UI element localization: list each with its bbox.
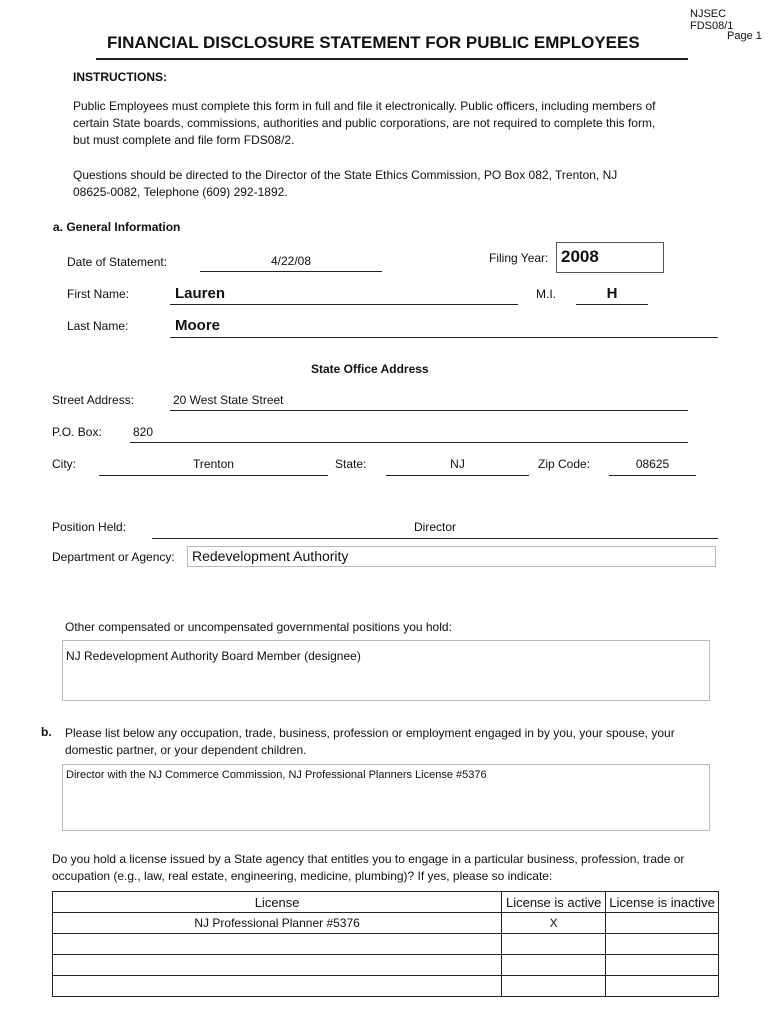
instructions-text (73, 98, 655, 149)
street-underline (170, 410, 688, 411)
po-box-underline (130, 442, 688, 443)
license-inactive-cell[interactable] (606, 955, 719, 976)
department-agency-field[interactable]: Redevelopment Authority (187, 546, 716, 567)
license-active-cell[interactable]: X (502, 913, 606, 934)
license-question-line: Do you hold a license issued by a State agency that entitles you to engage in a particular business, profession, trade or (52, 852, 685, 866)
license-inactive-cell[interactable] (606, 913, 719, 934)
license-name-cell[interactable] (53, 955, 502, 976)
title-rule (96, 58, 688, 60)
position-underline (152, 538, 718, 539)
table-row (53, 976, 719, 997)
table-row (53, 934, 719, 955)
section-b-line: Please list below any occupation, trade, business, profession or employment engaged in by you, your spouse, your (65, 726, 675, 740)
date-underline (200, 271, 382, 272)
license-column-header: License (53, 892, 502, 913)
dept-label: Department or Agency: (52, 550, 175, 564)
inactive-column-header: License is inactive (606, 892, 719, 913)
table-row (53, 955, 719, 976)
table-row (53, 913, 719, 934)
license-name-cell[interactable] (53, 934, 502, 955)
filing-year-label: Filing Year: (489, 251, 549, 265)
state-field[interactable]: NJ (450, 457, 465, 471)
instructions-line: Public Employees must complete this form in full and file it electronically. Public officers, including members of (73, 99, 656, 113)
license-question (52, 851, 684, 885)
state-label: State: (335, 457, 367, 471)
last-name-field[interactable]: Moore (175, 317, 220, 334)
instructions-heading: INSTRUCTIONS: (73, 70, 167, 84)
license-question-line: occupation (e.g., law, real estate, engineering, medicine, plumbing)? If yes, please so indicate: (52, 869, 553, 883)
license-inactive-cell[interactable] (606, 934, 719, 955)
form-code: NJSEC FDS08/1 (690, 8, 734, 32)
first-name-field[interactable]: Lauren (175, 285, 226, 302)
zip-code-field[interactable]: 08625 (635, 457, 670, 471)
last-name-underline (170, 337, 718, 338)
filing-year-field[interactable]: 2008 (556, 242, 664, 273)
po-box-label: P.O. Box: (52, 425, 102, 439)
zip-label: Zip Code: (538, 457, 591, 471)
general-info-heading: a. General Information (53, 220, 181, 234)
date-label: Date of Statement: (67, 255, 168, 269)
date-of-statement-field[interactable]: 4/22/08 (270, 254, 312, 268)
section-b-text (65, 725, 675, 759)
first-name-label: First Name: (67, 287, 130, 301)
street-label: Street Address: (52, 393, 135, 407)
section-b-letter: b. (41, 725, 52, 739)
middle-initial-field[interactable]: H (606, 285, 618, 302)
license-active-cell[interactable] (502, 934, 606, 955)
license-table (52, 891, 719, 997)
page-number: Page 1 (727, 30, 762, 42)
section-b-line: domestic partner, or your dependent children. (65, 743, 307, 757)
license-inactive-cell[interactable] (606, 976, 719, 997)
other-positions-field[interactable]: NJ Redevelopment Authority Board Member (designee) (62, 640, 710, 701)
street-address-field[interactable]: 20 West State Street (173, 393, 284, 407)
license-name-cell[interactable]: NJ Professional Planner #5376 (53, 913, 502, 934)
mi-underline (576, 304, 648, 305)
license-table-header (53, 892, 719, 913)
first-name-underline (170, 304, 518, 305)
contact-line: 08625-0082, Telephone (609) 292-1892. (73, 185, 288, 199)
contact-text (73, 167, 617, 201)
address-heading: State Office Address (311, 362, 429, 376)
position-label: Position Held: (52, 520, 127, 534)
city-field[interactable]: Trenton (193, 457, 234, 471)
license-active-cell[interactable] (502, 976, 606, 997)
license-name-cell[interactable] (53, 976, 502, 997)
occupation-field[interactable]: Director with the NJ Commerce Commission, NJ Professional Planners License #5376 (62, 764, 710, 831)
license-active-cell[interactable] (502, 955, 606, 976)
mi-label: M.I. (536, 287, 556, 301)
last-name-label: Last Name: (67, 319, 129, 333)
active-column-header: License is active (502, 892, 606, 913)
contact-line: Questions should be directed to the Director of the State Ethics Commission, PO Box 082, Trenton, NJ (73, 168, 618, 182)
city-label: City: (52, 457, 76, 471)
page-title: FINANCIAL DISCLOSURE STATEMENT FOR PUBLIC EMPLOYEES (107, 33, 640, 52)
position-held-field[interactable]: Director (413, 520, 456, 534)
zip-underline (609, 475, 696, 476)
state-underline (386, 475, 529, 476)
po-box-field[interactable]: 820 (133, 425, 154, 439)
city-underline (99, 475, 328, 476)
instructions-line: certain State boards, commissions, authorities and public corporations, are not required to complete this form, (73, 116, 656, 130)
instructions-line: but must complete and file form FDS08/2. (73, 133, 295, 147)
other-positions-label: Other compensated or uncompensated governmental positions you hold: (65, 620, 452, 634)
